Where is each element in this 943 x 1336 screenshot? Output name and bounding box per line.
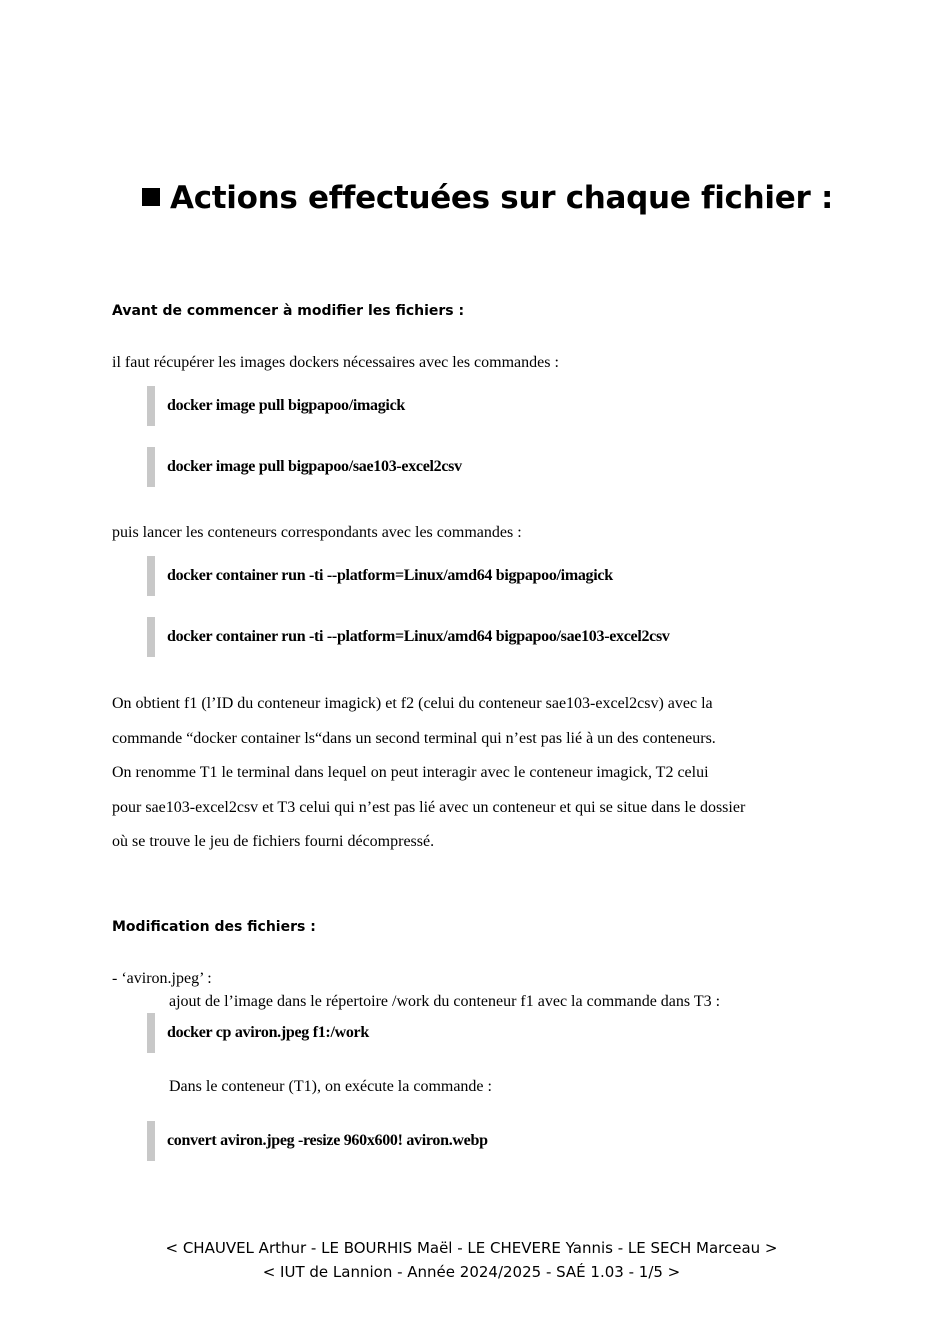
command-text: docker cp aviron.jpeg f1:/work	[167, 1024, 369, 1041]
paragraph-line: On renomme T1 le terminal dans lequel on peut interagir avec le conteneur imagick, T2 celui	[112, 764, 709, 781]
paragraph-line: commande “docker container ls“dans un second terminal qui n’est pas lié à un des conteneurs.	[112, 729, 716, 747]
section-heading-modification: Modification des fichiers :	[112, 919, 316, 935]
command-block	[147, 447, 462, 487]
paragraph-line: On obtient f1 (l’ID du conteneur imagick) et f2 (celui du conteneur sae103-excel2csv) avec la	[112, 695, 713, 712]
command-block	[147, 386, 405, 426]
square-bullet-icon	[142, 188, 160, 206]
command-text: docker container run -ti --platform=Linux/amd64 bigpapoo/imagick	[167, 567, 613, 584]
section-heading-before-start: Avant de commencer à modifier les fichiers :	[112, 303, 465, 319]
footer-course-info: < IUT de Lannion - Année 2024/2025 - SAÉ 1.03 - 1/5 >	[262, 1263, 681, 1281]
command-block	[147, 1121, 488, 1161]
command-text: convert aviron.jpeg -resize 960x600! aviron.webp	[167, 1132, 488, 1149]
footer-authors: < CHAUVEL Arthur - LE BOURHIS Maël - LE CHEVERE Yannis - LE SECH Marceau >	[165, 1239, 778, 1257]
command-block	[147, 617, 670, 657]
paragraph-line: où se trouve le jeu de fichiers fourni décompressé.	[112, 833, 435, 850]
command-block	[147, 556, 613, 596]
page-title	[142, 176, 902, 220]
command-text: docker image pull bigpapoo/sae103-excel2csv	[167, 458, 462, 475]
step-text: ajout de l’image dans le répertoire /work du conteneur f1 avec la commande dans T3 :	[169, 993, 721, 1010]
command-text: docker container run -ti --platform=Linux/amd64 bigpapoo/sae103-excel2csv	[167, 628, 670, 645]
intro-text: il faut récupérer les images dockers nécessaires avec les commandes :	[112, 354, 559, 371]
step-text: Dans le conteneur (T1), on exécute la commande :	[169, 1078, 492, 1095]
file-item-aviron: - ‘aviron.jpeg’ :	[112, 970, 212, 987]
command-text: docker image pull bigpapoo/imagick	[167, 397, 405, 414]
paragraph-line: pour sae103-excel2csv et T3 celui qui n’est pas lié avec un conteneur et qui se situe dans le dossier	[112, 798, 746, 816]
command-block	[147, 1013, 369, 1053]
run-intro-text: puis lancer les conteneurs correspondants avec les commandes :	[112, 524, 522, 541]
explanation-paragraph	[112, 687, 852, 860]
page-title-text: Actions effectuées sur chaque fichier :	[170, 180, 834, 216]
